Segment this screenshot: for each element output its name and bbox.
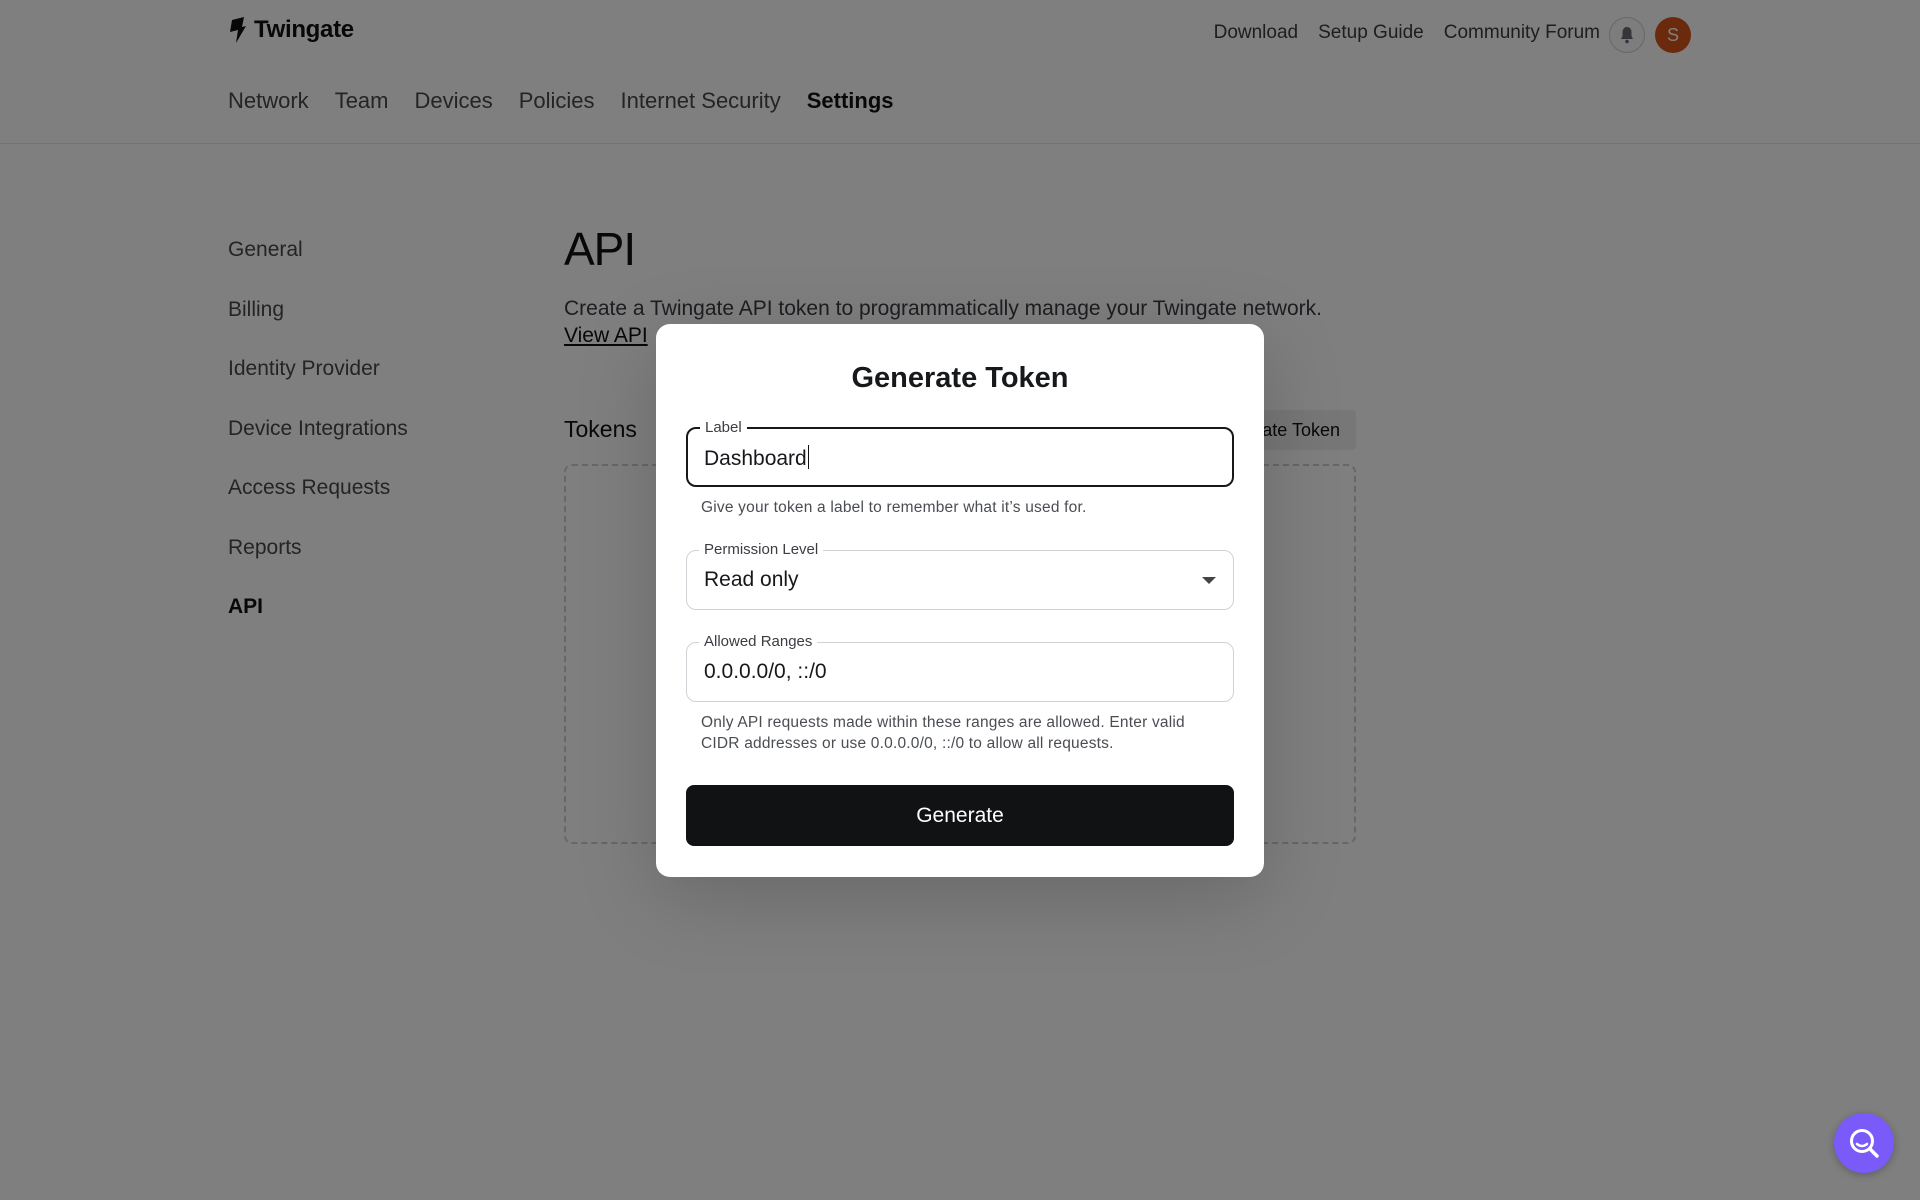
label-field-legend: Label	[700, 419, 747, 437]
search-help-icon	[1847, 1126, 1881, 1160]
allowed-ranges-field[interactable]	[686, 633, 1234, 702]
generate-submit-button[interactable]: Generate	[686, 785, 1234, 846]
dialog-title: Generate Token	[851, 362, 1069, 394]
text-caret	[808, 445, 810, 469]
label-input[interactable]	[704, 445, 809, 471]
allowed-ranges-helper-text	[701, 712, 1221, 754]
allowed-ranges-input[interactable]: 0.0.0.0/0, ::/0	[704, 660, 827, 683]
allowed-ranges-helper-line-2: CIDR addresses or use 0.0.0.0/0, ::/0 to allow all requests.	[701, 735, 1114, 752]
help-search-button[interactable]	[1834, 1113, 1894, 1173]
allowed-ranges-helper-line-1: Only API requests made within these ranges are allowed. Enter valid	[701, 714, 1185, 731]
permission-level-value: Read only	[704, 568, 799, 591]
label-helper-text: Give your token a label to remember what it’s used for.	[701, 499, 1087, 516]
label-input-value: Dashboard	[704, 447, 807, 470]
allowed-ranges-legend: Allowed Ranges	[699, 633, 817, 651]
permission-level-legend: Permission Level	[699, 541, 823, 559]
label-field[interactable]	[686, 419, 1234, 487]
chevron-down-icon	[1202, 577, 1216, 584]
generate-token-dialog	[656, 324, 1264, 877]
permission-level-select[interactable]	[686, 541, 1234, 610]
